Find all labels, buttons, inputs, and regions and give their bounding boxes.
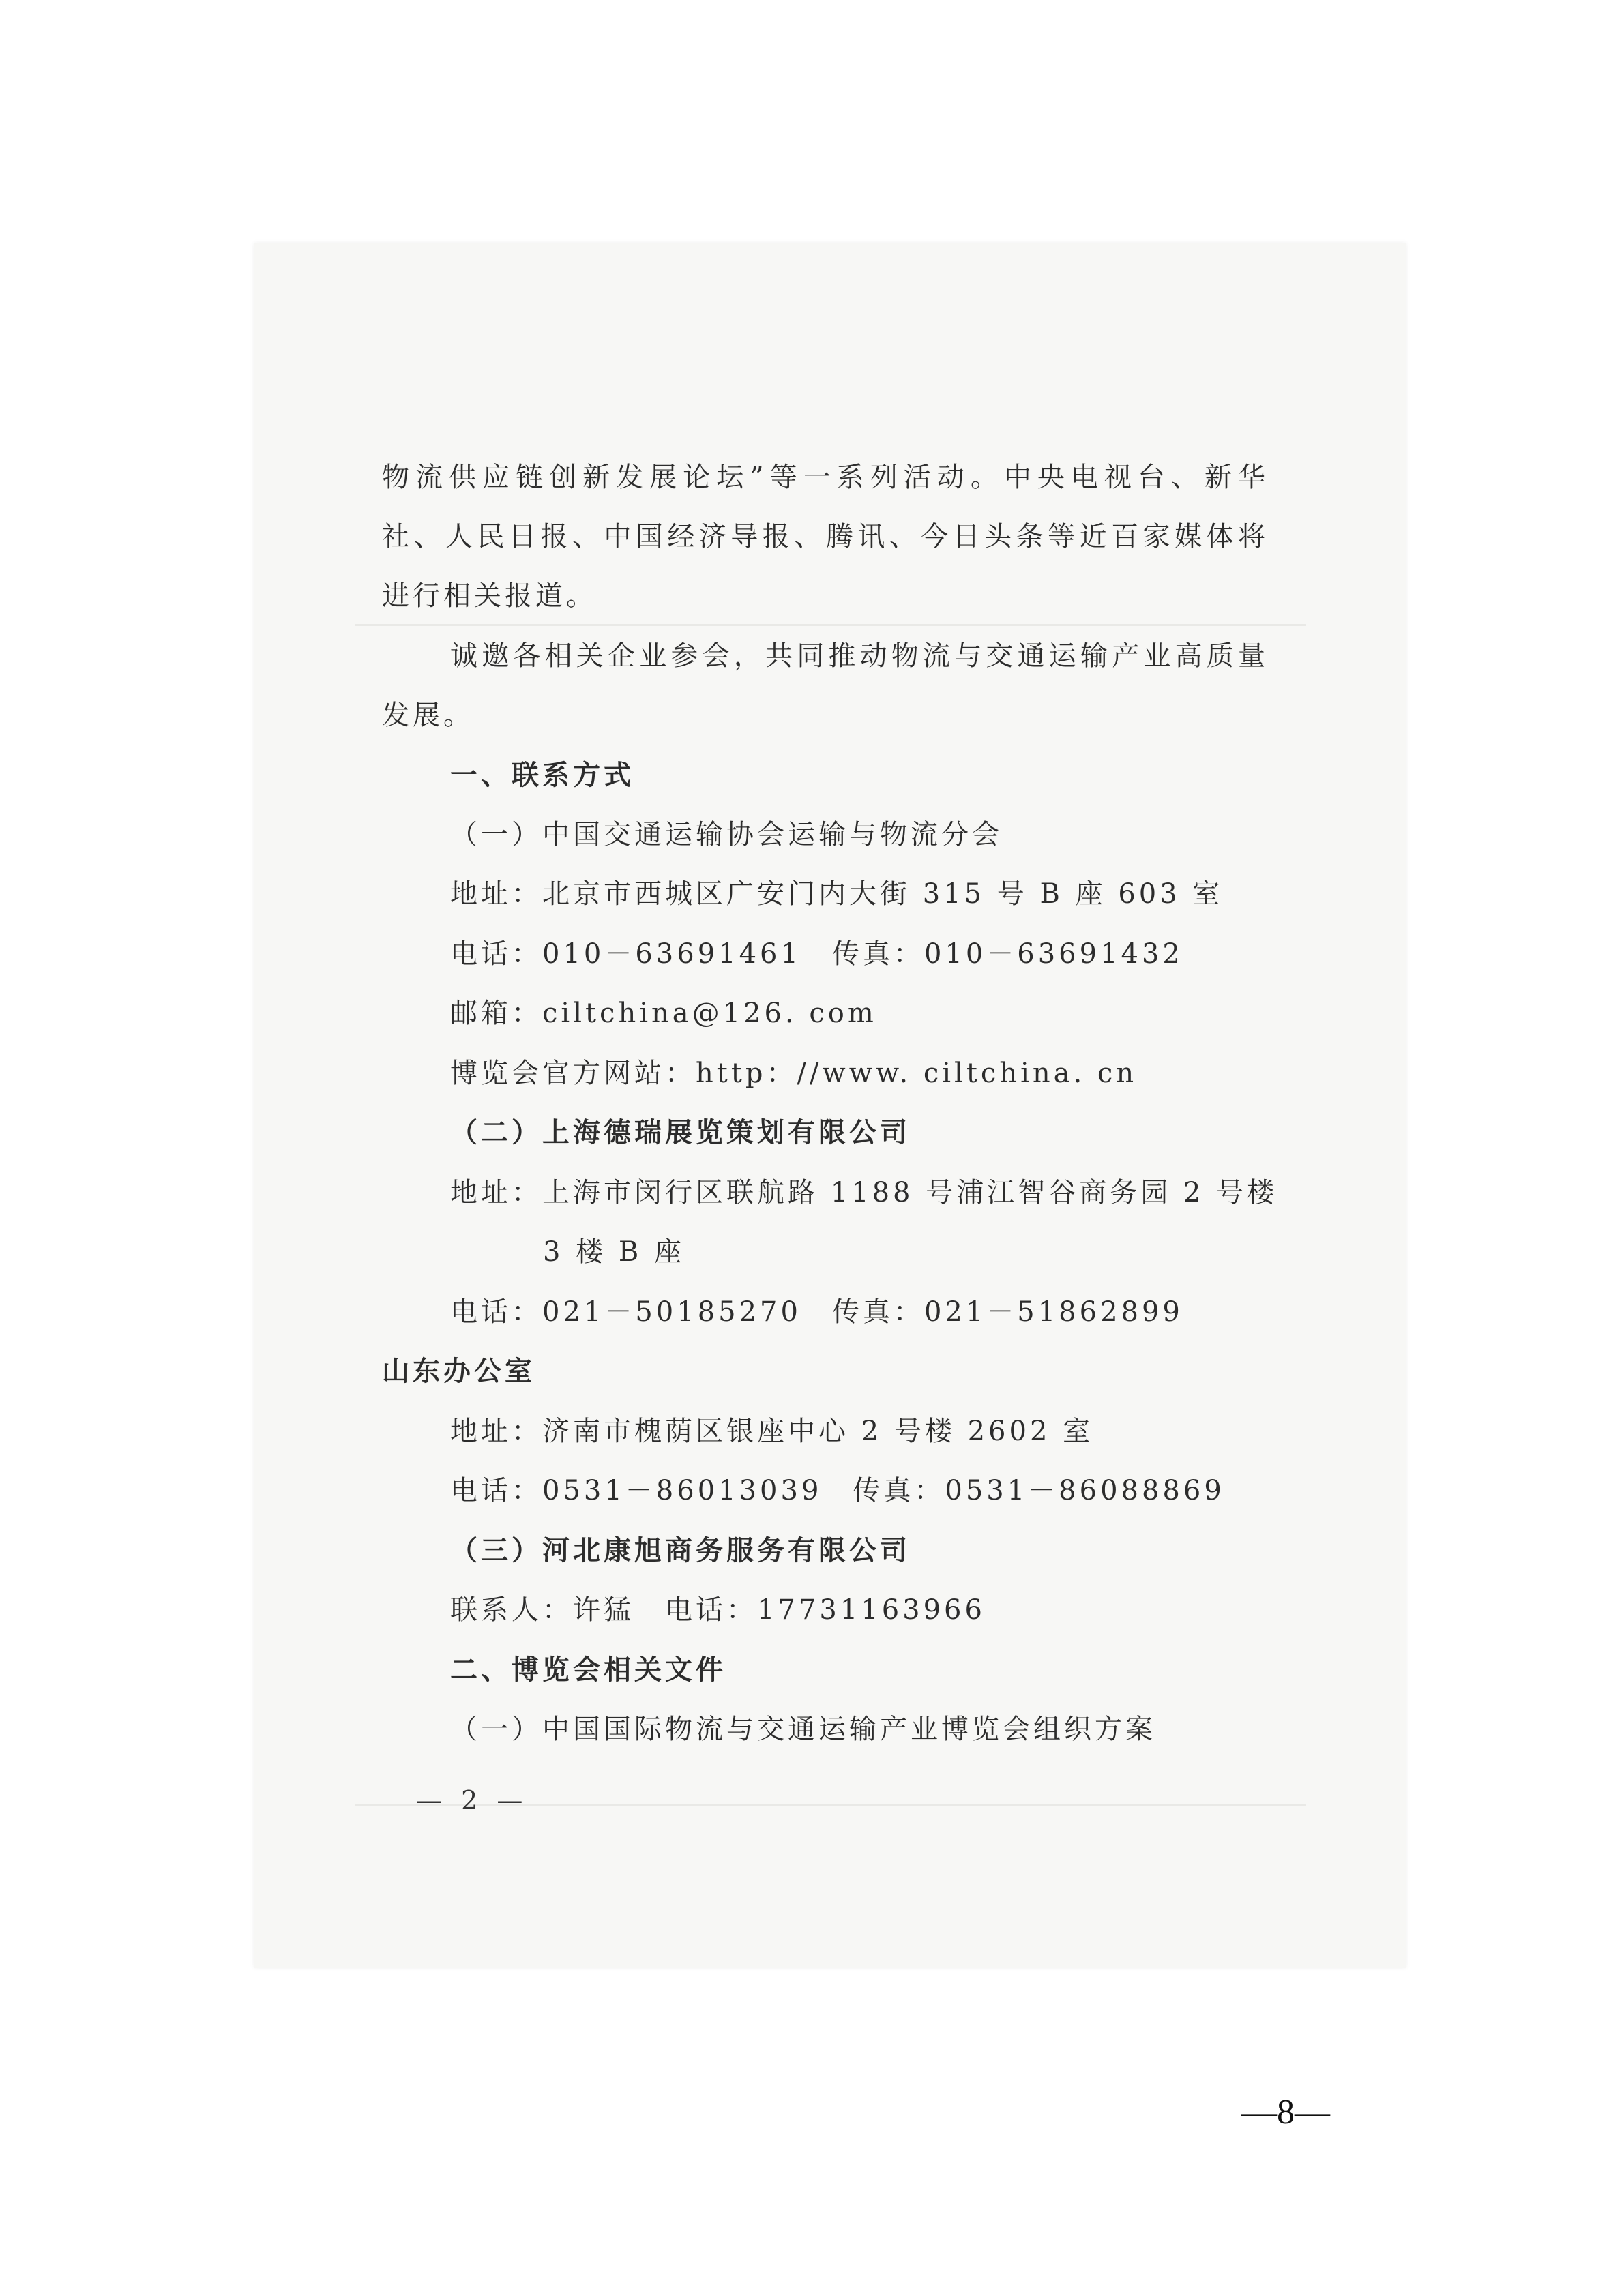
org-phone-fax: 电话：010－63691461 传真：010－63691432 [450,938,1183,970]
section-heading-files: 二、博览会相关文件 [450,1654,726,1686]
org-website: 博览会官方网站：http：//www. ciltchina. cn [450,1058,1138,1089]
inner-page-number: — 2 — [416,1785,529,1815]
file-item: （一）中国国际物流与交通运输产业博览会组织方案 [450,1714,1156,1745]
body-text-line: 进行相关报道。 [382,580,597,612]
office-phone-fax: 电话：0531－86013039 传真：0531－86088869 [450,1475,1225,1506]
office-address: 地址：济南市槐荫区银座中心 2 号楼 2602 室 [450,1416,1094,1447]
body-text-line: 诚邀各相关企业参会，共同推动物流与交通运输产业高质量 [450,640,1269,672]
org-address: 地址：北京市西城区广安门内大街 315 号 B 座 603 室 [450,878,1224,910]
body-text-line: 物流供应链创新发展论坛”等一系列活动。中央电视台、新华 [382,462,1269,493]
body-text-line: 发展。 [382,700,474,731]
org-name: （二）上海德瑞展览策划有限公司 [450,1117,911,1148]
org-phone-fax: 电话：021－50185270 传真：021－51862899 [450,1296,1183,1328]
outer-page-number: —8— [1241,2093,1330,2132]
body-text-line: 社、人民日报、中国经济导报、腾讯、今日头条等近百家媒体将 [382,521,1269,552]
org-address: 地址：上海市闵行区联航路 1188 号浦江智谷商务园 2 号楼 [450,1177,1278,1208]
org-email: 邮箱：ciltchina@126. com [450,998,877,1029]
org-contact-person: 联系人：许猛 电话：17731163966 [450,1594,986,1626]
section-heading-contact: 一、联系方式 [450,760,634,791]
org-address-cont: 3 楼 B 座 [543,1236,685,1268]
org-name: （一）中国交通运输协会运输与物流分会 [450,819,1003,850]
office-name: 山东办公室 [382,1356,535,1387]
org-name: （三）河北康旭商务服务有限公司 [450,1535,911,1566]
